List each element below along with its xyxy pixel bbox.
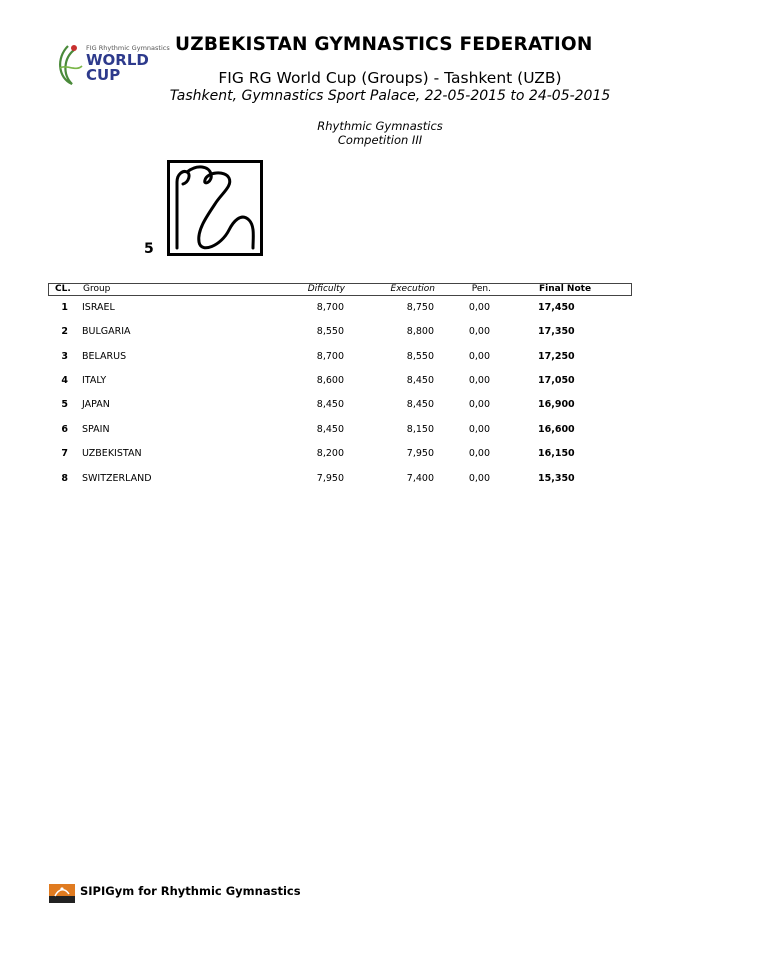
row-cl: 1 bbox=[61, 302, 68, 313]
row-group: ISRAEL bbox=[82, 302, 115, 313]
header-execution: Execution bbox=[390, 284, 435, 294]
row-cl: 7 bbox=[61, 448, 68, 459]
competition-label: Competition III bbox=[337, 133, 423, 147]
logo-line1: FIG Rhythmic Gymnastics bbox=[86, 44, 170, 52]
row-execution: 8,450 bbox=[406, 375, 434, 386]
row-penalty: 0,00 bbox=[468, 326, 490, 337]
row-final: 16,150 bbox=[538, 448, 575, 459]
row-execution: 8,150 bbox=[406, 424, 434, 435]
ribbon-icon bbox=[167, 160, 263, 256]
row-cl: 2 bbox=[61, 326, 68, 337]
row-cl: 3 bbox=[61, 351, 68, 362]
federation-title: UZBEKISTAN GYMNASTICS FEDERATION bbox=[175, 34, 593, 55]
row-execution: 8,750 bbox=[406, 302, 434, 313]
row-execution: 8,450 bbox=[406, 399, 434, 410]
row-group: SWITZERLAND bbox=[82, 473, 152, 484]
row-final: 15,350 bbox=[538, 473, 575, 484]
row-difficulty: 8,700 bbox=[316, 351, 344, 362]
header-difficulty: Dificulty bbox=[307, 284, 345, 294]
discipline-label: Rhythmic Gymnastics bbox=[317, 119, 443, 133]
row-difficulty: 8,700 bbox=[316, 302, 344, 313]
event-title: FIG RG World Cup (Groups) - Tashkent (UZB) bbox=[218, 69, 562, 87]
row-final: 17,350 bbox=[538, 326, 575, 337]
row-penalty: 0,00 bbox=[468, 448, 490, 459]
table-row bbox=[48, 326, 630, 340]
logo-swirl bbox=[60, 66, 82, 68]
row-penalty: 0,00 bbox=[468, 302, 490, 313]
row-final: 17,450 bbox=[538, 302, 575, 313]
footer-text: SIPIGym for Rhythmic Gymnastics bbox=[80, 884, 301, 898]
row-execution: 8,800 bbox=[406, 326, 434, 337]
sipigym-logo bbox=[49, 884, 75, 903]
table-row bbox=[48, 375, 630, 389]
row-difficulty: 8,450 bbox=[316, 424, 344, 435]
row-penalty: 0,00 bbox=[468, 399, 490, 410]
row-cl: 8 bbox=[61, 473, 68, 484]
table-row bbox=[48, 302, 630, 316]
row-difficulty: 7,950 bbox=[316, 473, 344, 484]
header-group: Group bbox=[83, 284, 111, 294]
row-penalty: 0,00 bbox=[468, 473, 490, 484]
header-cl: CL. bbox=[55, 284, 71, 294]
row-difficulty: 8,550 bbox=[316, 326, 344, 337]
table-row bbox=[48, 399, 630, 413]
logo-dot bbox=[71, 45, 77, 51]
row-penalty: 0,00 bbox=[468, 375, 490, 386]
row-execution: 7,400 bbox=[406, 473, 434, 484]
row-penalty: 0,00 bbox=[468, 351, 490, 362]
logo-line3: CUP bbox=[86, 66, 121, 84]
header-final: Final Note bbox=[539, 284, 592, 294]
row-cl: 6 bbox=[61, 424, 68, 435]
apparatus-number: 5 bbox=[144, 241, 154, 257]
row-cl: 4 bbox=[61, 375, 68, 386]
row-difficulty: 8,450 bbox=[316, 399, 344, 410]
row-final: 16,600 bbox=[538, 424, 575, 435]
results-table-header bbox=[48, 283, 632, 296]
row-group: BELARUS bbox=[82, 351, 127, 362]
row-penalty: 0,00 bbox=[468, 424, 490, 435]
table-row bbox=[48, 351, 630, 365]
row-final: 17,050 bbox=[538, 375, 575, 386]
row-execution: 8,550 bbox=[406, 351, 434, 362]
row-cl: 5 bbox=[61, 399, 68, 410]
logo-line2: WORLD bbox=[86, 51, 149, 69]
row-group: JAPAN bbox=[82, 399, 110, 410]
table-row bbox=[48, 448, 630, 462]
header-penalty: Pen. bbox=[471, 284, 491, 294]
row-difficulty: 8,600 bbox=[316, 375, 344, 386]
row-group: BULGARIA bbox=[82, 326, 131, 337]
row-group: UZBEKISTAN bbox=[82, 448, 142, 459]
row-final: 17,250 bbox=[538, 351, 575, 362]
row-final: 16,900 bbox=[538, 399, 575, 410]
row-group: SPAIN bbox=[82, 424, 110, 435]
table-row bbox=[48, 473, 630, 487]
event-venue: Tashkent, Gymnastics Sport Palace, 22-05-2015 to 24-05-2015 bbox=[169, 88, 611, 104]
table-row bbox=[48, 424, 630, 438]
row-execution: 7,950 bbox=[406, 448, 434, 459]
row-difficulty: 8,200 bbox=[316, 448, 344, 459]
row-group: ITALY bbox=[82, 375, 107, 386]
